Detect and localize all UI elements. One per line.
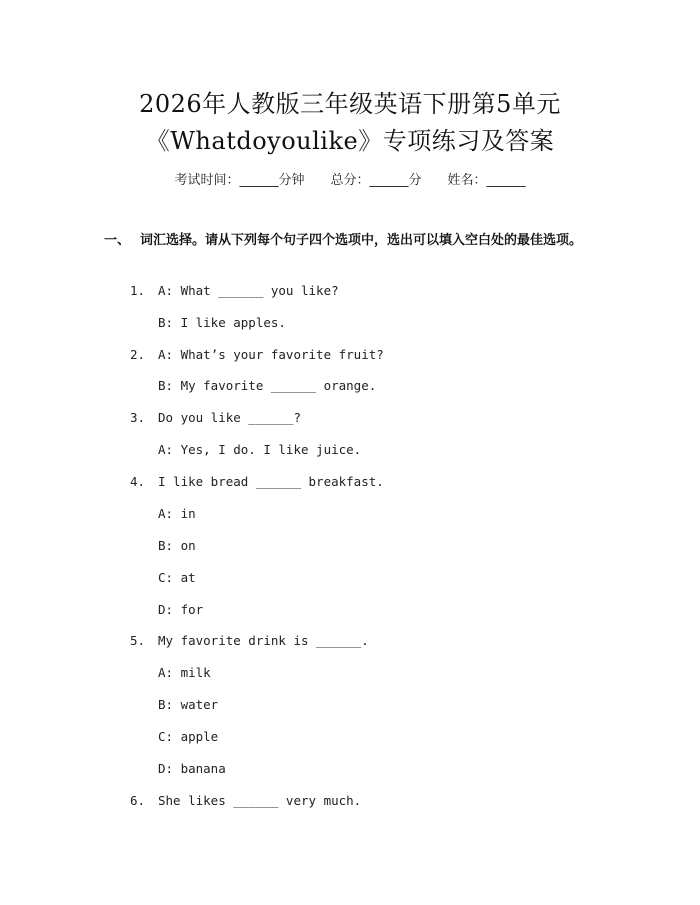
option-d: D: banana [158, 761, 226, 776]
option-b: B: on [158, 538, 196, 553]
option-a: A: in [158, 506, 196, 521]
question-number: 2. [130, 347, 146, 362]
question-text: She likes ______ very much. [158, 793, 362, 808]
answer-line: B: I like apples. [158, 315, 286, 330]
question-number: 4. [130, 474, 146, 489]
option-b: B: water [158, 697, 219, 712]
document-title-line-2: 《Whatdoyoulike》专项练习及答案 [145, 127, 555, 155]
question-number: 6. [130, 793, 146, 808]
question-number: 1. [130, 283, 146, 298]
question-number: 5. [130, 633, 146, 648]
section-heading [104, 230, 594, 251]
option-c: C: at [158, 570, 196, 585]
option-a: A: milk [158, 665, 211, 680]
question-text: Do you like ______? [158, 410, 301, 425]
exam-time: 考试时间：______分钟 [174, 173, 305, 188]
option-c: C: apple [158, 729, 219, 744]
section-number: 一、 [104, 233, 131, 248]
question-text: I like bread ______ breakfast. [158, 474, 384, 489]
answer-line: B: My favorite ______ orange. [158, 378, 377, 393]
question-text: A: What ______ you like? [158, 283, 339, 298]
document-title-line-1: 2026年人教版三年级英语下册第5单元 [139, 90, 561, 118]
student-name: 姓名：______ [447, 173, 526, 188]
option-d: D: for [158, 602, 204, 617]
exam-info [0, 169, 700, 188]
section-instruction: 词汇选择。请从下列每个句子四个选项中，选出可以填入空白处的最佳选项。 [140, 233, 583, 248]
answer-line: A: Yes, I do. I like juice. [158, 442, 362, 457]
question-text: A: What’s your favorite fruit? [158, 347, 384, 362]
exam-score: 总分：______分 [330, 173, 422, 188]
question-number: 3. [130, 410, 146, 425]
question-text: My favorite drink is ______. [158, 633, 369, 648]
